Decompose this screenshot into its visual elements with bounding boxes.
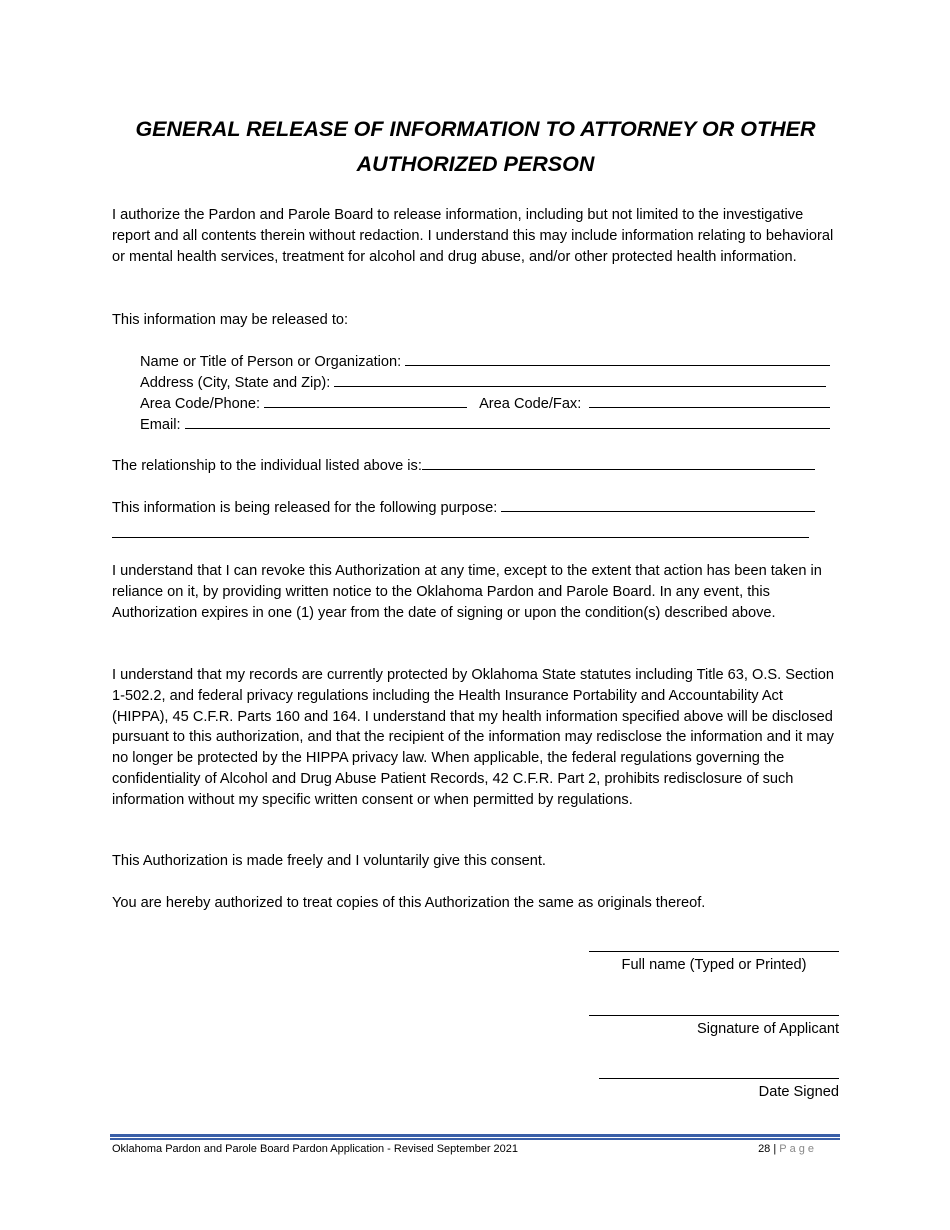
name-field-row	[140, 352, 830, 373]
copies-paragraph: You are hereby authorized to treat copies of this Authorization the same as originals thereof.	[112, 895, 706, 911]
purpose-field-input[interactable]	[501, 498, 815, 512]
footer-rule-thick	[110, 1134, 840, 1137]
title-line-1: GENERAL RELEASE OF INFORMATION TO ATTORNEY OR OTHER	[135, 117, 816, 141]
email-field-row	[140, 415, 830, 436]
page-word: Page	[779, 1143, 817, 1155]
page-number-block	[758, 1143, 817, 1155]
phone-field-input[interactable]	[264, 394, 467, 408]
full-name-block	[589, 951, 839, 974]
page-separator: |	[773, 1143, 777, 1155]
phone-field-label: Area Code/Phone:	[140, 396, 261, 412]
authorize-paragraph: I authorize the Pardon and Parole Board to release information, including but not limited to the investigative report and all contents therein without redaction. I understand this may include information relating to behavioral or mental health services, treatment for alcohol and drug abuse, and/or other protected health information.	[112, 207, 834, 265]
relationship-field-label: The relationship to the individual listed above is:	[112, 458, 422, 474]
relationship-field-input[interactable]	[422, 456, 815, 470]
phone-fax-row	[140, 394, 830, 415]
name-field-input[interactable]	[405, 352, 830, 366]
page-footer	[112, 1143, 817, 1155]
title-line-2: AUTHORIZED PERSON	[356, 152, 595, 176]
address-field-label: Address (City, State and Zip):	[140, 375, 331, 391]
name-field-label: Name or Title of Person or Organization:	[140, 354, 402, 370]
fax-field-input[interactable]	[589, 394, 830, 408]
records-paragraph: I understand that my records are currently protected by Oklahoma State statutes including Title 63, O.S. Section 1-502.2, and federal privacy regulations including the Health Insurance Portability and Accountability Act (HIPPA), 45 C.F.R. Parts 160 and 164. I understand that my health information specified above will be disclosed pursuant to this authorization, and that the recipient of the information may redisclose the information and it may no longer be protected by the HIPPA privacy law. When applicable, the federal regulations governing the confidentiality of Alcohol and Drug Abuse Patient Records, 42 C.F.R. Part 2, prohibits redisclosure of such information without my specific written consent or when permitted by regulations.	[112, 667, 834, 808]
recipient-fields	[140, 352, 830, 436]
relationship-field-row	[112, 456, 815, 477]
footer-text: Oklahoma Pardon and Parole Board Pardon Application - Revised September 2021	[112, 1143, 519, 1155]
date-block	[599, 1078, 839, 1101]
footer-rule-thin	[110, 1138, 840, 1140]
date-line[interactable]	[599, 1078, 839, 1079]
signature-label: Signature of Applicant	[697, 1021, 839, 1037]
fax-field-label: Area Code/Fax:	[479, 396, 582, 412]
purpose-field-label: This information is being released for the following purpose:	[112, 500, 498, 516]
full-name-line[interactable]	[589, 951, 839, 952]
signature-block	[589, 1015, 839, 1038]
released-to-label: This information may be released to:	[112, 312, 349, 328]
date-label: Date Signed	[758, 1084, 839, 1100]
signature-line[interactable]	[589, 1015, 839, 1016]
full-name-label: Full name (Typed or Printed)	[621, 957, 807, 973]
page-number: 28	[758, 1143, 771, 1155]
email-field-input[interactable]	[185, 415, 830, 429]
email-field-label: Email:	[140, 417, 181, 433]
freely-paragraph: This Authorization is made freely and I voluntarily give this consent.	[112, 853, 546, 869]
page-title	[112, 112, 839, 182]
address-field-input[interactable]	[334, 373, 826, 387]
purpose-field-row	[112, 498, 815, 519]
address-field-row	[140, 373, 830, 394]
purpose-field-continuation[interactable]	[112, 537, 809, 538]
revoke-paragraph: I understand that I can revoke this Authorization at any time, except to the extent that action has been taken in reliance on it, by providing written notice to the Oklahoma Pardon and Parole Board. In any event, this Authorization expires in one (1) year from the date of signing or upon the condition(s) described above.	[112, 563, 822, 621]
